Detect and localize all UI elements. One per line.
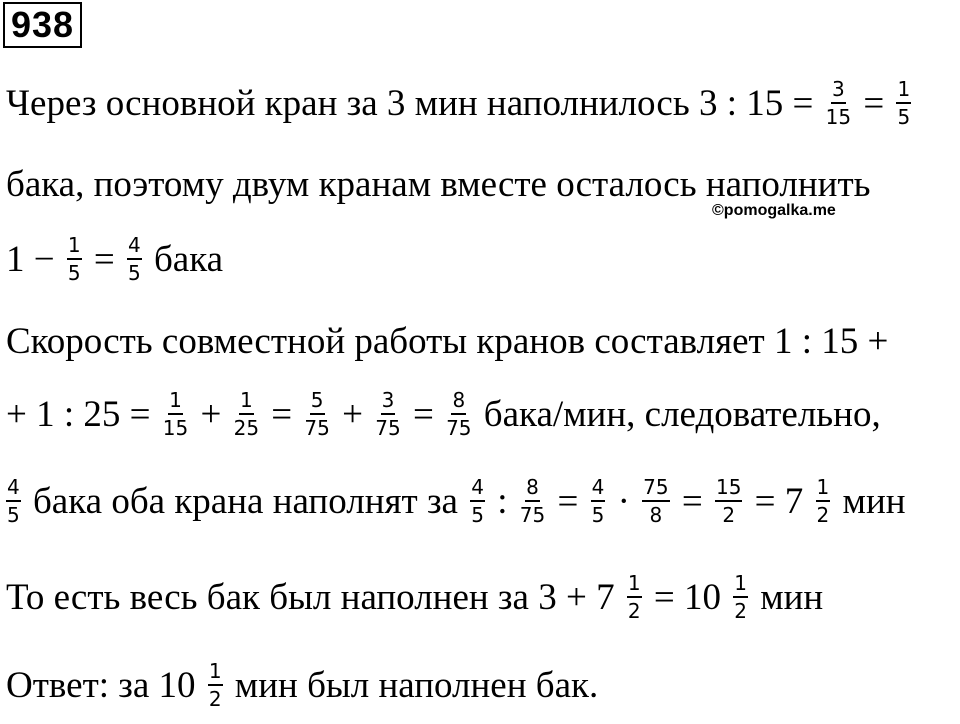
denominator: 5 bbox=[471, 503, 484, 527]
solution-line-7 bbox=[6, 572, 823, 622]
text: бака/мин, следовательно, bbox=[474, 393, 881, 435]
text: = bbox=[262, 393, 302, 435]
denominator: 5 bbox=[127, 261, 141, 285]
denominator: 5 bbox=[897, 105, 911, 129]
text: мин был наполнен бак. bbox=[225, 664, 599, 706]
fraction bbox=[375, 389, 400, 439]
text: = 10 bbox=[644, 576, 731, 618]
numerator: 1 bbox=[168, 389, 183, 415]
fraction bbox=[715, 476, 742, 526]
numerator: 15 bbox=[715, 476, 742, 502]
denominator: 2 bbox=[722, 503, 736, 527]
text: = bbox=[84, 238, 124, 280]
text: = bbox=[548, 480, 588, 522]
numerator: 1 bbox=[733, 572, 748, 598]
fraction bbox=[642, 476, 669, 526]
solution-line-5 bbox=[6, 389, 881, 439]
problem-number: 938 bbox=[3, 2, 82, 48]
fraction bbox=[627, 572, 642, 622]
numerator: 1 bbox=[816, 476, 831, 502]
denominator: 75 bbox=[375, 416, 401, 440]
fraction bbox=[127, 234, 142, 284]
fraction bbox=[896, 78, 911, 128]
text: = bbox=[854, 82, 894, 124]
text: = bbox=[672, 480, 712, 522]
solution-line-2 bbox=[6, 163, 871, 206]
text: То есть весь бак был наполнен за 3 + 7 bbox=[6, 576, 624, 618]
solution-line-1 bbox=[6, 78, 914, 128]
denominator: 15 bbox=[825, 105, 852, 129]
watermark: ©pomogalka.me bbox=[712, 202, 836, 219]
solution-line-3 bbox=[6, 234, 223, 284]
text: = bbox=[403, 393, 444, 435]
fraction bbox=[470, 476, 485, 526]
numerator: 4 bbox=[127, 234, 142, 260]
denominator: 8 bbox=[649, 503, 663, 527]
text: + bbox=[332, 393, 373, 435]
fraction bbox=[67, 234, 82, 284]
numerator: 4 bbox=[591, 476, 606, 502]
denominator: 5 bbox=[7, 503, 20, 527]
text: : bbox=[487, 480, 517, 522]
numerator: 1 bbox=[239, 389, 254, 415]
denominator: 2 bbox=[627, 599, 641, 623]
solution-line-8 bbox=[6, 660, 598, 710]
fraction bbox=[446, 389, 471, 439]
text: Скорость совместной работы кранов составляет 1 : 15 + bbox=[6, 321, 889, 362]
numerator: 1 bbox=[627, 572, 642, 598]
fraction bbox=[826, 78, 851, 128]
denominator: 75 bbox=[304, 416, 330, 440]
text: Ответ: за 10 bbox=[6, 664, 205, 706]
fraction bbox=[234, 389, 259, 439]
denominator: 2 bbox=[734, 599, 747, 623]
text: 1 − bbox=[6, 238, 64, 280]
text: мин bbox=[833, 480, 906, 522]
fraction bbox=[208, 660, 223, 710]
solution-line-4 bbox=[6, 320, 888, 363]
denominator: 25 bbox=[233, 416, 260, 440]
solution-line-6 bbox=[6, 476, 906, 526]
text: бака оба крана наполнят за bbox=[23, 480, 468, 522]
fraction bbox=[163, 389, 188, 439]
numerator: 3 bbox=[831, 78, 846, 104]
denominator: 5 bbox=[67, 261, 81, 285]
text: бака, поэтому двум кранам вместе осталось наполнить bbox=[6, 164, 871, 205]
numerator: 1 bbox=[208, 660, 223, 686]
text: Через основной кран за 3 мин наполнилось 3 : 15 = bbox=[6, 82, 823, 124]
numerator: 8 bbox=[451, 389, 466, 415]
numerator: 1 bbox=[896, 78, 911, 104]
text: мин bbox=[750, 576, 824, 618]
numerator: 8 bbox=[525, 476, 540, 502]
text: бака bbox=[144, 238, 224, 280]
denominator: 2 bbox=[816, 503, 830, 527]
denominator: 2 bbox=[208, 687, 222, 711]
numerator: 3 bbox=[381, 389, 396, 415]
numerator: 75 bbox=[642, 476, 669, 502]
text: = 7 bbox=[745, 480, 813, 522]
numerator: 4 bbox=[470, 476, 485, 502]
numerator: 1 bbox=[67, 234, 82, 260]
text: · bbox=[608, 480, 640, 522]
denominator: 5 bbox=[591, 503, 605, 527]
text: + 1 : 25 = bbox=[6, 393, 160, 435]
numerator: 5 bbox=[310, 389, 325, 415]
denominator: 75 bbox=[519, 503, 546, 527]
fraction bbox=[6, 476, 21, 526]
denominator: 15 bbox=[162, 416, 189, 440]
numerator: 4 bbox=[6, 476, 21, 502]
fraction bbox=[304, 389, 329, 439]
text: + bbox=[191, 393, 231, 435]
fraction bbox=[591, 476, 606, 526]
fraction bbox=[520, 476, 545, 526]
fraction bbox=[733, 572, 748, 622]
fraction bbox=[816, 476, 831, 526]
denominator: 75 bbox=[446, 416, 472, 440]
